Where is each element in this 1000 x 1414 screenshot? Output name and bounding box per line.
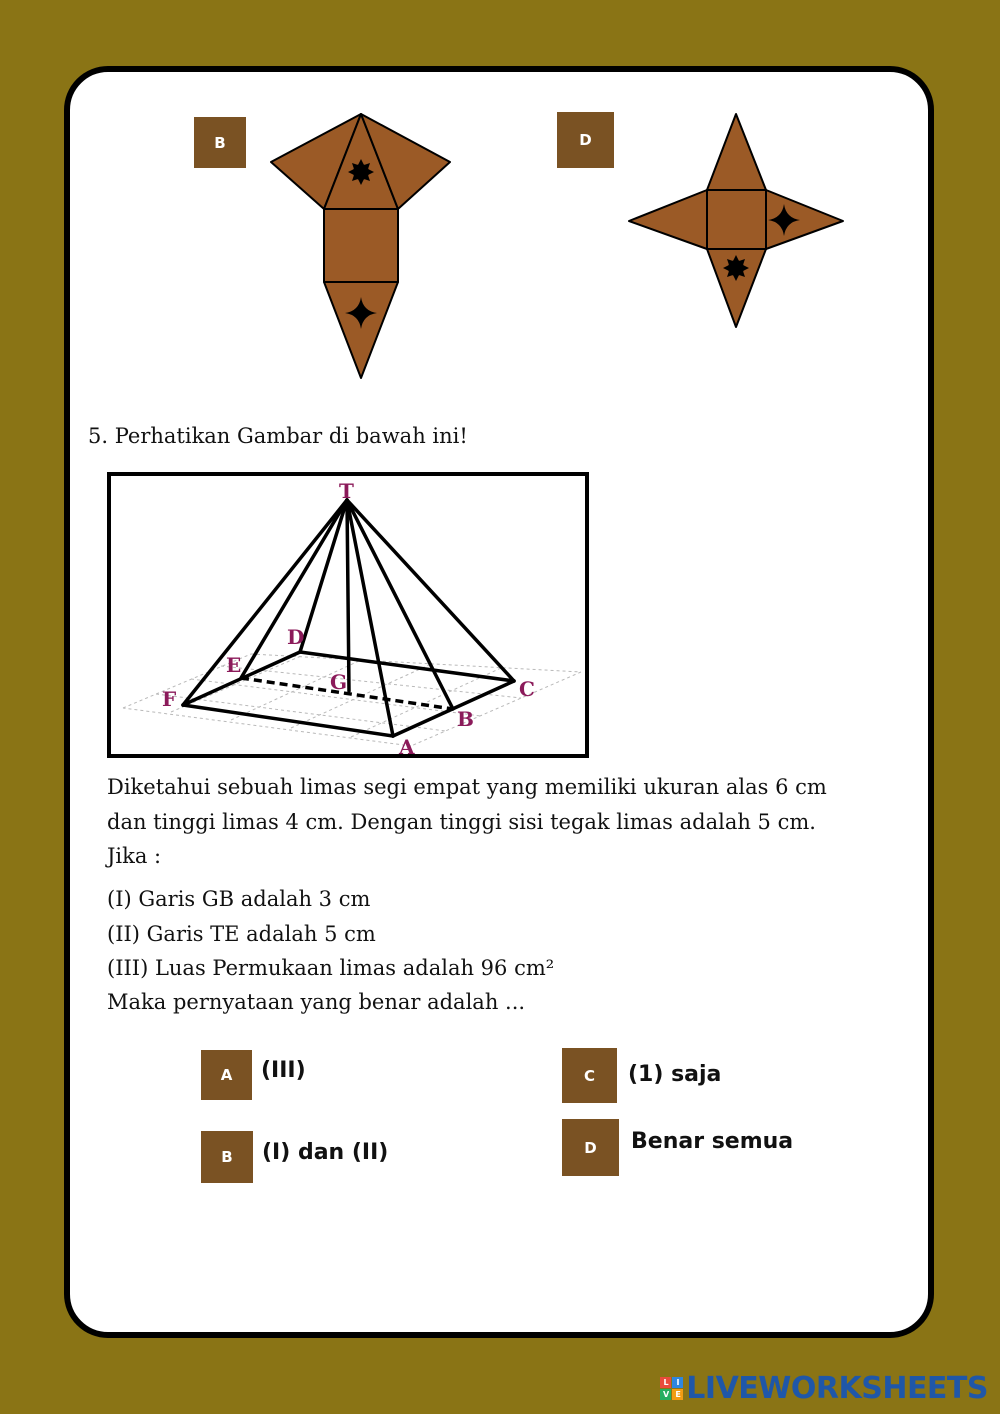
question-text-line-3: Jika : (107, 844, 162, 868)
answer-b-text[interactable]: (I) dan (II) (262, 1140, 389, 1165)
pyramid-diagram (111, 476, 585, 754)
logo-letter-v: V (660, 1389, 671, 1400)
net-d-top-triangle (707, 114, 766, 190)
answer-b-letter: B (221, 1148, 233, 1166)
answer-c-text[interactable]: (1) saja (628, 1062, 722, 1087)
net-d-left-triangle (629, 190, 707, 249)
edge-T-D (300, 500, 347, 652)
question-title: 5. Perhatikan Gambar di bawah ini! (88, 424, 468, 448)
net-option-d-letter: D (579, 131, 592, 149)
answer-c-letter: C (583, 1066, 595, 1085)
logo-letter-i: I (672, 1377, 683, 1388)
statement-1: (I) Garis GB adalah 3 cm (107, 887, 371, 911)
answer-d-letter: D (584, 1138, 597, 1157)
edge-T-E (241, 500, 347, 678)
label-A: A (399, 735, 415, 754)
net-d-square-base (707, 190, 766, 249)
statement-3: (III) Luas Permukaan limas adalah 96 cm² (107, 956, 555, 980)
question-prompt: Maka pernyataan yang benar adalah ... (107, 990, 526, 1014)
answer-d-button[interactable] (562, 1119, 619, 1176)
label-G: G (330, 670, 348, 694)
net-b-diagram (260, 105, 460, 390)
question-text-line-1: Diketahui sebuah limas segi empat yang memiliki ukuran alas 6 cm (107, 775, 827, 799)
net-d-diagram (620, 105, 850, 335)
label-D: D (287, 625, 305, 649)
net-option-d-box[interactable] (557, 112, 614, 168)
brand-name: LIVEWORKSHEETS (686, 1371, 988, 1406)
label-B: B (457, 707, 474, 731)
liveworksheets-logo-icon (660, 1377, 683, 1400)
net-option-b-box[interactable] (194, 117, 246, 168)
answer-a-button[interactable] (201, 1050, 252, 1100)
label-E: E (226, 653, 242, 677)
edge-T-F (183, 500, 347, 705)
answer-c-button[interactable] (562, 1048, 617, 1103)
answer-a-text[interactable]: (III) (261, 1058, 306, 1083)
pyramid-figure (107, 472, 589, 758)
edge-T-G (347, 500, 349, 691)
label-F: F (162, 687, 177, 711)
net-option-b-letter: B (214, 133, 226, 152)
edge-T-C (347, 500, 514, 681)
answer-a-letter: A (220, 1066, 233, 1084)
net-b-square-base (324, 209, 398, 282)
logo-letter-e: E (672, 1389, 683, 1400)
answer-b-button[interactable] (201, 1131, 253, 1183)
statement-2: (II) Garis TE adalah 5 cm (107, 922, 376, 946)
answer-d-text[interactable]: Benar semua (631, 1129, 794, 1154)
logo-letter-l: L (660, 1377, 671, 1388)
liveworksheets-brand[interactable] (660, 1371, 988, 1406)
label-C: C (519, 677, 535, 701)
net-b-bottom-triangle (324, 282, 398, 378)
question-text-line-2: dan tinggi limas 4 cm. Dengan tinggi sisi tegak limas adalah 5 cm. (107, 810, 816, 834)
label-T: T (339, 479, 354, 503)
